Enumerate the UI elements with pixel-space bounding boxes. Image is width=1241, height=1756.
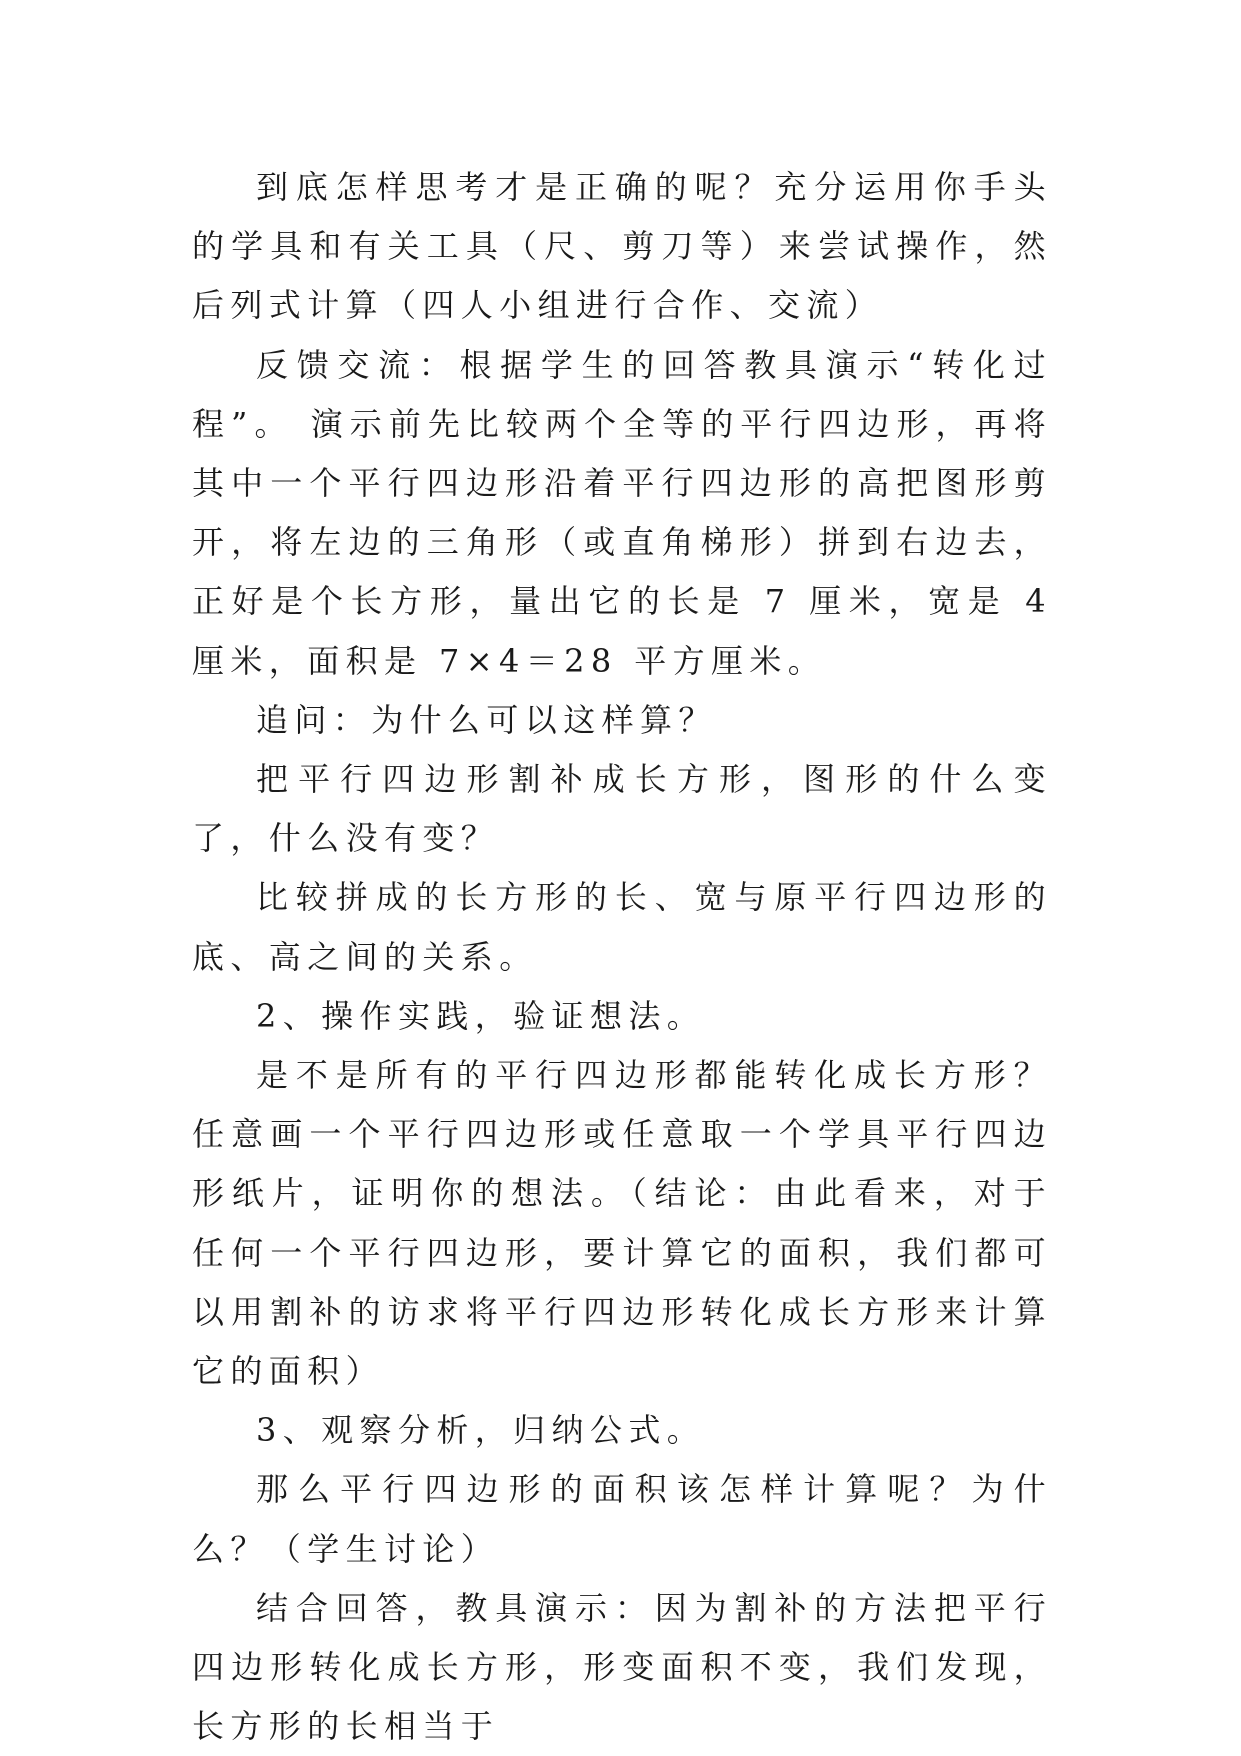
paragraph: 3、观察分析，归纳公式。	[256, 1411, 706, 1450]
paragraph: 结合回答，教具演示：因为割补的方法把平行四边形转化成长方形，形变面积不变，我们发现，长方形的长相当于	[192, 1588, 1052, 1746]
paragraph: 是不是所有的平行四边形都能转化成长方形？任意画一个平行四边形或任意取一个学具平行四边形纸片，证明你的想法。（结论：由此看来，对于任何一个平行四边形，要计算它的面积，我们都可以用割补的访求将平行四边形转化成长方形来计算它的面积）	[192, 1056, 1052, 1391]
paragraph: 比较拼成的长方形的长、宽与原平行四边形的底、高之间的关系。	[192, 878, 1052, 976]
paragraph: 追问：为什么可以这样算？	[256, 700, 717, 739]
document-body	[192, 158, 1052, 1756]
paragraph: 那么平行四边形的面积该怎样计算呢？为什么？（学生讨论）	[192, 1470, 1052, 1568]
paragraph: 到底怎样思考才是正确的呢？充分运用你手头的学具和有关工具（尺、剪刀等）来尝试操作，然后列式计算（四人小组进行合作、交流）	[192, 168, 1052, 325]
paragraph: 把平行四边形割补成长方形，图形的什么变了，什么没有变？	[192, 760, 1052, 858]
paragraph: 2、操作实践，验证想法。	[256, 996, 706, 1035]
paragraph: 反馈交流：根据学生的回答教具演示“转化过程”。 演示前先比较两个全等的平行四边形，再将其中一个平行四边形沿着平行四边形的高把图形剪开，将左边的三角形（或直角梯形）拼到右边去，正好是个长方形，量出它的长是 7 厘米，宽是 4 厘米，面积是 7×4＝28 平方厘米。	[192, 345, 1052, 680]
